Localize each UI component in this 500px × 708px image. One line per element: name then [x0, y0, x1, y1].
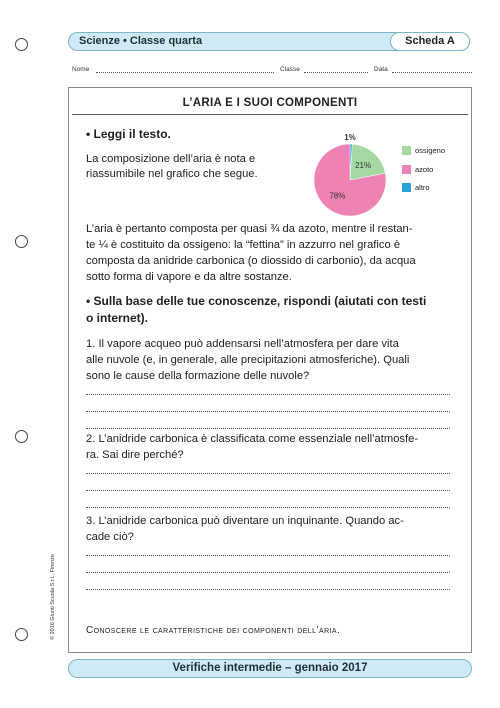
- answer3-line-2[interactable]: [86, 572, 450, 573]
- binder-hole-1: [15, 38, 28, 51]
- answer2-line-2[interactable]: [86, 490, 450, 491]
- legend-label-azoto: azoto: [415, 165, 434, 174]
- paragraph-line-1: L’aria è pertanto composta per quasi ¾ da azoto, mentre il restan-: [86, 223, 413, 235]
- header-bar: [68, 32, 470, 51]
- footer-bar: Verifiche intermedie – gennaio 2017: [68, 659, 472, 678]
- legend-swatch-azoto: [402, 165, 411, 174]
- sheet-tag: Scheda A: [390, 32, 470, 51]
- pie-label-ossigeno: 21%: [355, 161, 372, 171]
- binder-hole-3: [15, 430, 28, 443]
- section2-heading-line-1: • Sulla base delle tue conoscenze, rispondi (aiutati con testi: [86, 294, 427, 308]
- question3-line-2: cade ciò?: [86, 531, 134, 543]
- answer1-line-3[interactable]: [86, 428, 450, 429]
- answer3-line-3[interactable]: [86, 589, 450, 590]
- legend-label-altro: altro: [415, 183, 430, 192]
- learning-objective: Conoscere le caratteristiche dei componenti dell’aria.: [86, 625, 341, 636]
- binder-hole-4: [15, 628, 28, 641]
- composition-pie-chart: [310, 128, 390, 218]
- date-field[interactable]: [392, 67, 472, 73]
- binder-hole-2: [15, 235, 28, 248]
- paragraph-line-4: sotto forma di vapore e da altre sostanze.: [86, 271, 292, 283]
- answer2-line-3[interactable]: [86, 507, 450, 508]
- legend-label-ossigeno: ossigeno: [415, 146, 446, 155]
- question2-line-1: 2. L’anidride carbonica è classificata come essenziale nell’atmosfe-: [86, 433, 419, 445]
- question1-line-1: 1. Il vapore acqueo può addensarsi nell’atmosfera per dare vita: [86, 338, 399, 350]
- name-label: Nome: [72, 66, 90, 73]
- answer2-line-1[interactable]: [86, 473, 450, 474]
- question2-line-2: ra. Sai dire perché?: [86, 449, 184, 461]
- paragraph-line-2: te ¼ è costituito da ossigeno: la “fettina” in azzurro nel grafico è: [86, 239, 401, 251]
- intro-line-1: La composizione dell’aria è nota e: [86, 153, 256, 165]
- question3-line-1: 3. L’anidride carbonica può diventare un inquinante. Quando ac-: [86, 515, 404, 527]
- date-label: Data: [374, 66, 388, 73]
- legend-swatch-ossigeno: [402, 146, 411, 155]
- pie-label-altro: 1%: [344, 133, 356, 142]
- title-divider: [72, 114, 468, 115]
- question1-line-3: sono le cause della formazione delle nuvole?: [86, 370, 310, 382]
- answer1-line-1[interactable]: [86, 394, 450, 395]
- answer3-line-1[interactable]: [86, 555, 450, 556]
- subject-label: Scienze • Classe quarta: [79, 35, 203, 47]
- pie-label-azoto: 78%: [329, 191, 346, 201]
- section1-heading: • Leggi il testo.: [86, 127, 171, 141]
- intro-line-2: riassumibile nel grafico che segue.: [86, 168, 258, 180]
- paragraph-line-3: composta da anidride carbonica (o diossido di carbonio), da acqua: [86, 255, 416, 267]
- legend-swatch-altro: [402, 183, 411, 192]
- section2-heading-line-2: o internet).: [86, 311, 148, 325]
- worksheet-title: L’ARIA E I SUOI COMPONENTI: [182, 97, 358, 109]
- copyright-notice: © 2016 Giunti Scuola S.r.l., Firenze: [50, 554, 56, 640]
- class-field[interactable]: [304, 67, 368, 73]
- class-label: Classe: [280, 66, 300, 73]
- name-field[interactable]: [96, 67, 274, 73]
- answer1-line-2[interactable]: [86, 411, 450, 412]
- question1-line-2: alle nuvole (e, in generale, alle precipitazioni atmosferiche). Quali: [86, 354, 410, 366]
